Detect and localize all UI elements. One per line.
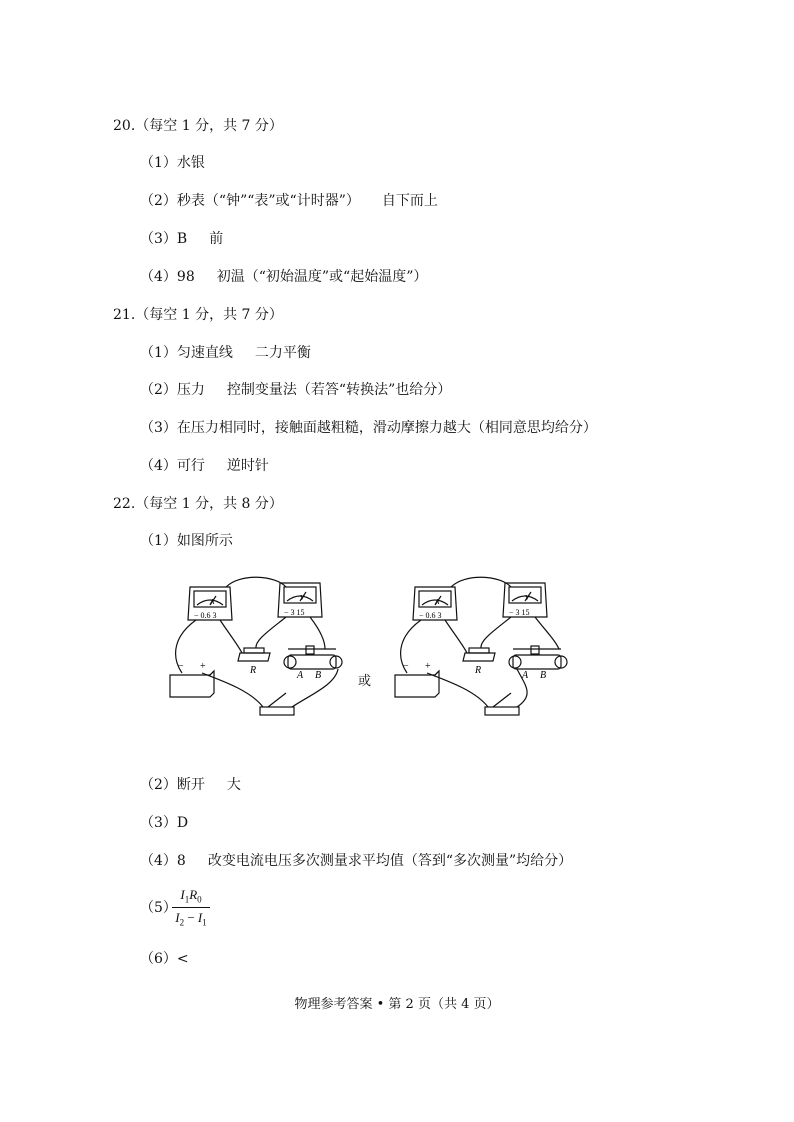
q20-header: 20.（每空 1 分，共 7 分） bbox=[113, 118, 283, 134]
q22-answer-6: （6）< bbox=[140, 951, 189, 967]
q22-answer-3: （3）D bbox=[140, 815, 189, 831]
q20-answer-3-part1: （3）B bbox=[140, 231, 188, 247]
voltmeter-symbol: V bbox=[300, 594, 305, 602]
terminal-a-label: A bbox=[297, 670, 304, 681]
q21-answer-2-part2: 控制变量法（若答“转换法”也给分） bbox=[226, 382, 452, 398]
q20-answer-2 bbox=[140, 190, 438, 210]
circuit-diagram-left bbox=[160, 575, 370, 725]
terminal-b-label: B bbox=[540, 670, 547, 681]
q22-answer-2-part1: （2）断开 bbox=[140, 777, 205, 793]
fraction-numerator: $I_1R_0$ bbox=[172, 887, 210, 908]
q21-answer-1 bbox=[140, 342, 311, 362]
battery-minus-label: − bbox=[403, 661, 409, 672]
q22-answer-2 bbox=[140, 774, 241, 794]
q20-answer-2-part2: 自下而上 bbox=[381, 193, 438, 209]
q22-answer-5-fraction bbox=[172, 887, 210, 927]
q21-answer-4-part2: 逆时针 bbox=[226, 458, 269, 474]
q22-answer-4-part1: （4）8 bbox=[140, 853, 186, 869]
terminal-b-label: B bbox=[315, 670, 322, 681]
fraction-denominator: $I_2 - I_1$ bbox=[175, 909, 207, 928]
q21-answer-1-part1: （1）匀速直线 bbox=[140, 345, 233, 361]
q20-answer-1: （1）水银 bbox=[140, 155, 205, 171]
q22-answer-5-label: （5） bbox=[140, 900, 177, 916]
q20-answer-2-part1: （2）秒表（“钟”“表”或“计时器”） bbox=[140, 193, 360, 209]
q22-answer-4 bbox=[140, 850, 572, 870]
ammeter-symbol: A bbox=[435, 598, 440, 606]
q21-answer-4 bbox=[140, 455, 269, 475]
terminal-a-label: A bbox=[522, 670, 529, 681]
ammeter-terminals: − 0.6 3 bbox=[419, 611, 442, 620]
voltmeter-symbol: V bbox=[525, 594, 530, 602]
q20-answer-3 bbox=[140, 228, 223, 248]
battery-minus-label: − bbox=[178, 661, 184, 672]
q21-answer-4-part1: （4）可行 bbox=[140, 458, 205, 474]
q20-answer-4-part1: （4）98 bbox=[140, 269, 195, 285]
q20-answer-4-part2: 初温（“初始温度”或“起始温度”） bbox=[216, 269, 428, 285]
ammeter-symbol: A bbox=[210, 598, 215, 606]
q20-answer-4 bbox=[140, 266, 427, 286]
resistor-label: R bbox=[475, 665, 482, 676]
voltmeter-terminals: − 3 15 bbox=[509, 608, 530, 617]
q20-answer-3-part2: 前 bbox=[209, 231, 224, 247]
voltmeter-terminals: − 3 15 bbox=[284, 608, 305, 617]
resistor-label: R bbox=[250, 665, 257, 676]
battery-plus-label: + bbox=[425, 661, 431, 672]
circuit-diagram-right bbox=[385, 575, 595, 725]
q22-answer-1: （1）如图所示 bbox=[140, 533, 233, 549]
q21-answer-2-part1: （2）压力 bbox=[140, 382, 205, 398]
q21-answer-2 bbox=[140, 379, 451, 399]
page-footer: 物理参考答案 • 第 2 页（共 4 页） bbox=[294, 997, 500, 1012]
q21-answer-1-part2: 二力平衡 bbox=[254, 345, 311, 361]
q22-header: 22.（每空 1 分，共 8 分） bbox=[113, 496, 283, 512]
q22-answer-2-part2: 大 bbox=[226, 777, 241, 793]
ammeter-terminals: − 0.6 3 bbox=[194, 611, 217, 620]
battery-plus-label: + bbox=[200, 661, 206, 672]
or-label: 或 bbox=[358, 674, 372, 689]
q22-answer-4-part2: 改变电流电压多次测量求平均值（答到“多次测量”均给分） bbox=[207, 853, 573, 869]
q21-answer-3: （3）在压力相同时，接触面越粗糙，滑动摩擦力越大（相同意思均给分） bbox=[140, 420, 597, 436]
q21-header: 21.（每空 1 分，共 7 分） bbox=[113, 307, 283, 323]
